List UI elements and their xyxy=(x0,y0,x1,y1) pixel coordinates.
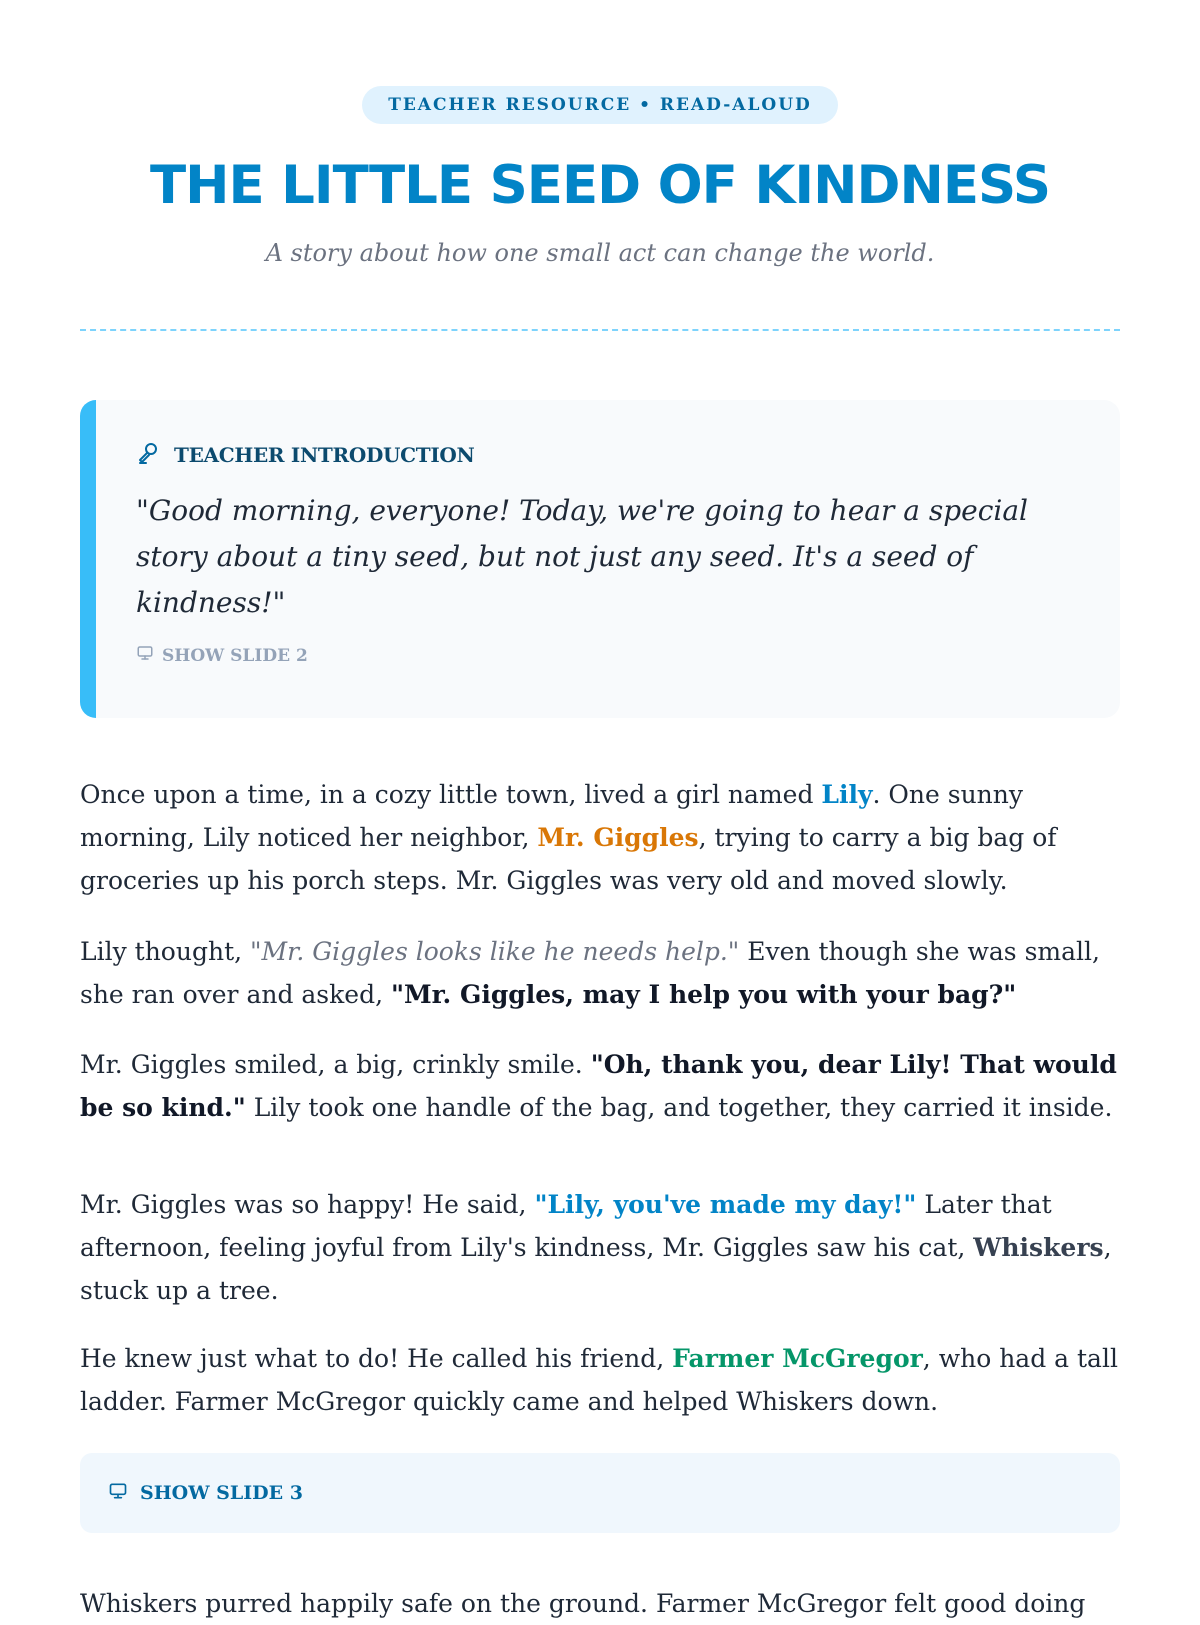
intro-header xyxy=(136,440,1080,470)
story-text: Even though she was small, she ran over and asked, xyxy=(80,937,1100,1009)
page-subtitle: A story about how one small act can change the world. xyxy=(265,239,935,267)
show-slide-2-hint xyxy=(136,644,1080,667)
character-lily: Lily xyxy=(821,780,873,809)
dialogue-quote: "Mr. Giggles, may I help you with your bag?" xyxy=(390,980,1017,1009)
show-slide-3-callout xyxy=(80,1453,1120,1533)
slide-2-label: SHOW SLIDE 2 xyxy=(162,645,308,666)
story-text: , who had a tall ladder. Farmer McGregor quickly came and helped Whiskers down. xyxy=(80,1344,1118,1416)
story-paragraph-4 xyxy=(80,1183,1120,1312)
slide-3-label: SHOW SLIDE 3 xyxy=(140,1482,303,1504)
character-mr-giggles: Mr. Giggles xyxy=(537,823,699,852)
story-text: Once upon a time, in a cozy little town, lived a girl named xyxy=(80,780,822,809)
story-text: He knew just what to do! He called his friend, xyxy=(80,1344,673,1373)
dialogue-quote: "Oh, thank you, dear Lily! That would be so kind." xyxy=(80,1050,1117,1122)
monitor-icon xyxy=(136,644,154,667)
intro-quote: "Good morning, everyone! Today, we're going to hear a special story about a tiny seed, but not just any seed. It's a seed of kindness!" xyxy=(136,494,1028,619)
story-text: Mr. Giggles was so happy! He said, xyxy=(80,1190,535,1219)
story-paragraph-6-partial: Whiskers purred happily safe on the ground. Farmer McGregor felt good doing xyxy=(80,1589,1086,1618)
resource-badge: TEACHER RESOURCE • READ-ALOUD xyxy=(362,86,838,124)
character-farmer-mcgregor: Farmer McGregor xyxy=(672,1344,923,1373)
page-title: THE LITTLE SEED OF KINDNESS xyxy=(149,155,1050,216)
story-paragraph-1 xyxy=(80,773,1120,902)
intro-label: TEACHER INTRODUCTION xyxy=(174,443,475,467)
story-text: Later that afternoon, feeling joyful from Lily's kindness, Mr. Giggles saw his cat, xyxy=(80,1190,1052,1262)
badge-container xyxy=(80,86,1120,124)
teacher-introduction-card xyxy=(80,400,1120,718)
story-text: Mr. Giggles smiled, a big, crinkly smile. xyxy=(80,1050,591,1079)
character-whiskers: Whiskers xyxy=(973,1233,1104,1262)
lily-thought: "Mr. Giggles looks like he needs help." xyxy=(250,937,740,966)
story-paragraph-5 xyxy=(80,1337,1120,1423)
story-text: , trying to carry a big bag of groceries up his porch steps. Mr. Giggles was very old and moved slowly. xyxy=(80,823,1057,895)
monitor-icon xyxy=(108,1481,128,1505)
story-text: Lily thought, xyxy=(80,937,251,966)
story-text: . One sunny morning, Lily noticed her neighbor, xyxy=(80,780,1024,852)
microphone-icon xyxy=(136,441,160,469)
story-paragraph-3 xyxy=(80,1043,1120,1129)
story-text: Lily took one handle of the bag, and together, they carried it inside. xyxy=(245,1093,1113,1122)
story-paragraph-2 xyxy=(80,930,1120,1016)
dialogue-quote-highlight: "Lily, you've made my day!" xyxy=(534,1190,917,1219)
dashed-divider xyxy=(80,329,1120,331)
story-text: , stuck up a tree. xyxy=(80,1233,1112,1305)
